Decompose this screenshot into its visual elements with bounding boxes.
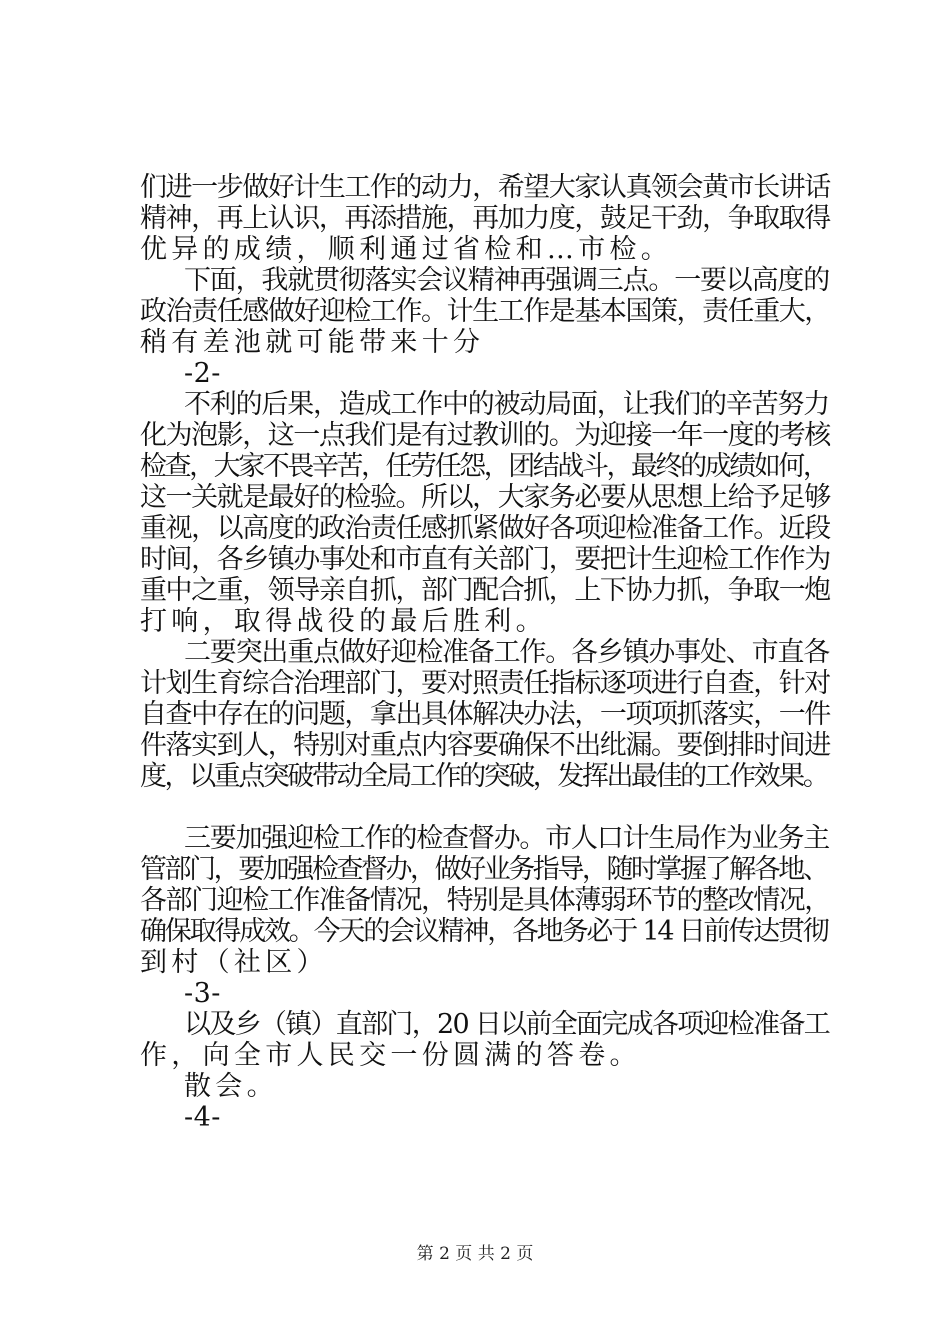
- page-marker: -3-: [184, 978, 221, 1009]
- text-line: 到村（社区）: [140, 947, 328, 978]
- text-line: 自查中存在的问题，拿出具体解决办法，一项项抓落实，一件: [140, 699, 830, 730]
- text-line: 重中之重，领导亲自抓，部门配合抓，上下协力抓，争取一炮: [140, 575, 830, 606]
- text-line: 不利的后果，造成工作中的被动局面，让我们的辛苦努力: [184, 389, 829, 420]
- text-line: 这一关就是最好的检验。所以，大家务必要从思想上给予足够: [140, 482, 830, 513]
- text-line: 打响，取得战役的最后胜利。: [140, 606, 547, 637]
- text-line: 件落实到人，特别对重点内容要确保不出纰漏。要倒排时间进: [140, 730, 830, 761]
- text-line: 们进一步做好计生工作的动力，希望大家认真领会黄市长讲话: [140, 172, 830, 203]
- page-marker: -4-: [184, 1102, 221, 1133]
- document-body: [140, 172, 832, 1133]
- text-line: 优异的成绩，顺利通过省检和…市检。: [140, 234, 673, 265]
- page-number-label: 第 2 页 共 2 页: [416, 1244, 534, 1264]
- text-line: 计划生育综合治理部门，要对照责任指标逐项进行自查，针对: [140, 668, 830, 699]
- text-line: 下面，我就贯彻落实会议精神再强调三点。一要以高度的: [184, 265, 829, 296]
- text-line: 度，以重点突破带动全局工作的突破，发挥出最佳的工作效果。: [140, 761, 828, 792]
- page-marker: -2-: [184, 358, 221, 389]
- text-line: 稍有差池就可能带来十分: [140, 327, 485, 358]
- text-line: 检查，大家不畏辛苦，任劳任怨，团结战斗，最终的成绩如何，: [140, 451, 828, 482]
- blank-line: [140, 792, 832, 823]
- text-line: 时间，各乡镇办事处和市直有关部门，要把计生迎检工作作为: [140, 544, 830, 575]
- text-line: 作，向全市人民交一份圆满的答卷。: [140, 1040, 641, 1071]
- text-line: 管部门，要加强检查督办，做好业务指导，随时掌握了解各地、: [140, 854, 828, 885]
- text-line: 三要加强迎检工作的检查督办。市人口计生局作为业务主: [184, 823, 829, 854]
- text-line: 二要突出重点做好迎检准备工作。各乡镇办事处、市直各: [184, 637, 829, 668]
- page-footer: [0, 1243, 950, 1265]
- text-line: 重视，以高度的政治责任感抓紧做好各项迎检准备工作。近段: [140, 513, 830, 544]
- text-line: 各部门迎检工作准备情况，特别是具体薄弱环节的整改情况，: [140, 885, 830, 916]
- text-line: 政治责任感做好迎检工作。计生工作是基本国策，责任重大，: [140, 296, 830, 327]
- text-line: 散会。: [184, 1071, 278, 1102]
- text-line: 以及乡（镇）直部门，20 日以前全面完成各项迎检准备工: [184, 1009, 830, 1040]
- text-line: 化为泡影，这一点我们是有过教训的。为迎接一年一度的考核: [140, 420, 830, 451]
- text-line: 精神，再上认识，再添措施，再加力度，鼓足干劲，争取取得: [140, 203, 830, 234]
- text-line: 确保取得成效。今天的会议精神，各地务必于 14 日前传达贯彻: [140, 916, 828, 947]
